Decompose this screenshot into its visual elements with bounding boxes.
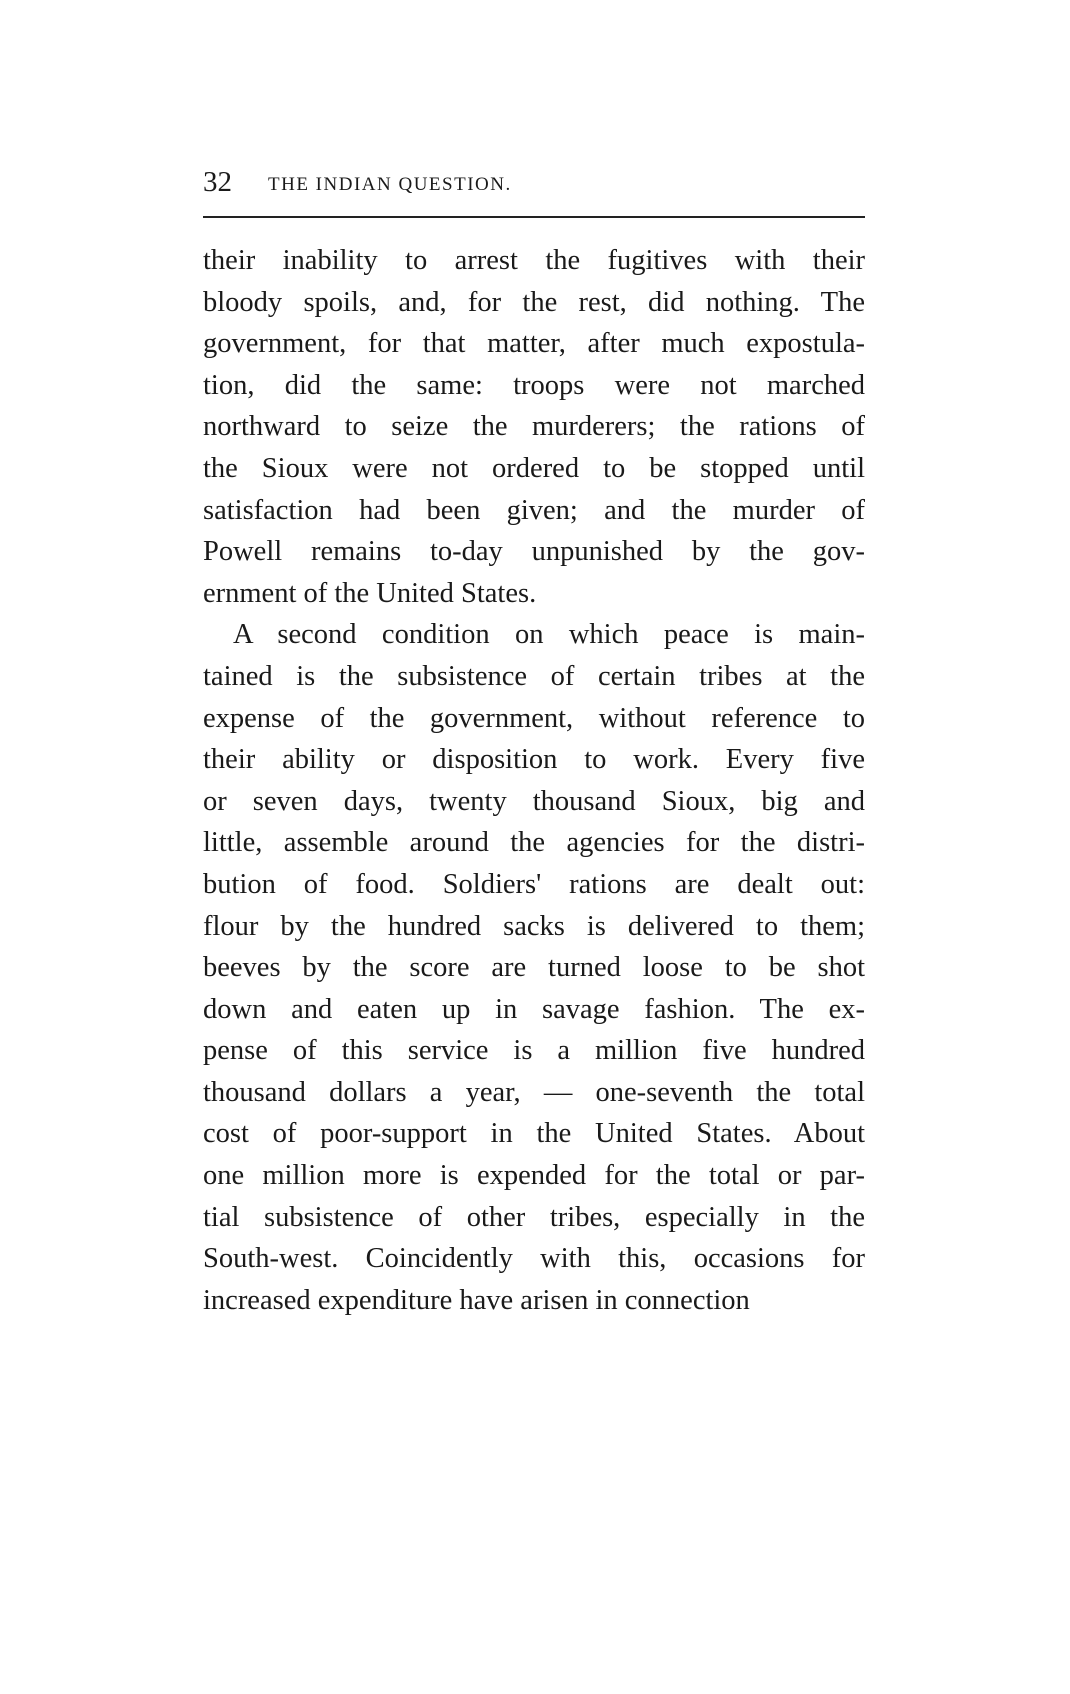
running-header xyxy=(203,166,865,206)
text-line: government, for that matter, after much expostula- xyxy=(203,328,865,360)
text-line: tained is the subsistence of certain tribes at the xyxy=(203,660,865,692)
text-line: northward to seize the murderers; the rations of xyxy=(203,411,865,443)
text-line: pense of this service is a million five hundred xyxy=(203,1035,865,1067)
page-number: 32 xyxy=(203,166,232,198)
text-line: their ability or disposition to work. Every five xyxy=(203,744,865,776)
text-line: cost of poor-support in the United States. About xyxy=(203,1118,865,1150)
text-line: their inability to arrest the fugitives with their xyxy=(203,245,865,276)
text-line: flour by the hundred sacks is delivered to them; xyxy=(203,910,865,942)
text-line: bloody spoils, and, for the rest, did nothing. The xyxy=(203,286,865,318)
header-rule xyxy=(203,216,865,218)
page-body xyxy=(203,240,865,1321)
text-line: little, assemble around the agencies for the distri- xyxy=(203,827,865,859)
text-line: the Sioux were not ordered to be stopped until xyxy=(203,452,865,484)
text-line: tial subsistence of other tribes, especially in the xyxy=(203,1201,865,1233)
text-line: A second condition on which peace is main- xyxy=(233,619,865,651)
text-line: or seven days, twenty thousand Sioux, big and xyxy=(203,785,865,817)
text-line: expense of the government, without reference to xyxy=(203,702,865,734)
text-line: one million more is expended for the total or par- xyxy=(203,1160,865,1192)
text-line: South-west. Coincidently with this, occasions for xyxy=(203,1243,865,1275)
running-title: THE INDIAN QUESTION. xyxy=(268,174,512,195)
paragraph xyxy=(203,240,865,614)
text-line: increased expenditure have arisen in connection xyxy=(203,1284,750,1316)
text-line: down and eaten up in savage fashion. The ex- xyxy=(203,993,865,1025)
text-line: bution of food. Soldiers' rations are dealt out: xyxy=(203,868,865,900)
paragraph xyxy=(203,614,865,1321)
text-line: Powell remains to-day unpunished by the gov- xyxy=(203,536,865,568)
text-line: satisfaction had been given; and the murder of xyxy=(203,494,865,526)
text-line: beeves by the score are turned loose to be shot xyxy=(203,952,865,984)
text-line: ernment of the United States. xyxy=(203,577,537,609)
text-line: tion, did the same: troops were not marched xyxy=(203,369,865,401)
text-line: thousand dollars a year, — one-seventh the total xyxy=(203,1076,865,1108)
